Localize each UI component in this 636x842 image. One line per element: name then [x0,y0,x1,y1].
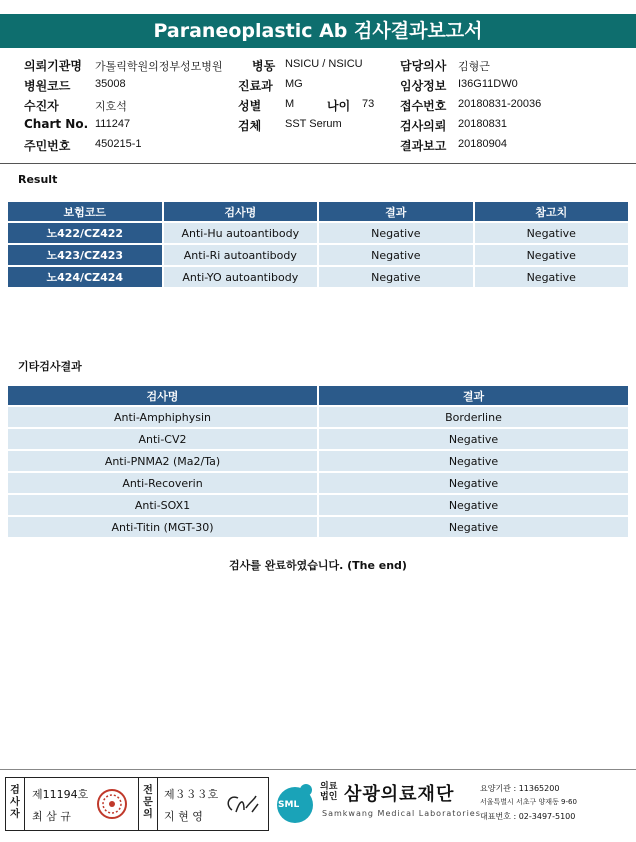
table-row [8,429,628,449]
end-note: 검사를 완료하였습니다. (The end) [229,559,407,572]
result-table [6,200,630,289]
org-name-kr: 삼광의료재단 [344,784,455,805]
age-value: 73 [362,98,375,110]
report-title: Paraneoplastic Ab 검사결과보고서 [0,14,636,48]
insurance-code-cell: 노422/CZ422 [8,223,162,243]
signature-icon [222,790,262,820]
header-test-name: 검사명 [8,386,317,405]
org-name-en: Samkwang Medical Laboratories [322,809,481,818]
test-name-cell: Anti-YO autoantibody [164,267,318,287]
department-label: 진료과 [238,79,273,93]
institution-value: 가톨릭학원의정부성모병원 [95,61,223,73]
requested-label: 검사의뢰 [400,119,447,133]
result-section-title: Result [18,173,58,186]
result-cell: Negative [319,267,472,287]
info-divider [0,163,636,164]
ward-label: 병동 [252,59,276,73]
test-name-cell: Anti-Recoverin [8,473,317,493]
test-name-cell: Anti-Titin (MGT-30) [8,517,317,537]
test-name-cell: Anti-Amphiphysin [8,407,317,427]
reported-value: 20180904 [458,138,507,150]
specialist-name: 지 현 영 [164,810,203,823]
footer-divider [0,769,636,770]
tester-license: 제11194호 [32,788,89,801]
reference-cell: Negative [475,245,628,265]
hospital-code-label: 병원코드 [24,79,71,93]
result-cell: Borderline [319,407,628,427]
header-reference: 참고치 [475,202,628,221]
chart-no-label: Chart No. [24,117,89,131]
insurance-code-cell: 노423/CZ423 [8,245,162,265]
specimen-label: 검체 [238,119,262,133]
test-name-cell: Anti-CV2 [8,429,317,449]
resident-no-value: 450215-1 [95,138,142,150]
clinical-info-value: I36G11DW0 [458,78,518,90]
doctor-value: 김형근 [458,61,490,73]
org-address: 서울특별시 서초구 양재동 9-60 [480,798,577,806]
org-phone: 대표번호 : 02-3497-5100 [480,812,576,821]
patient-info [0,54,636,166]
result-cell: Negative [319,495,628,515]
doctor-label: 담당의사 [400,59,447,73]
department-value: MG [285,78,303,90]
table-row [8,223,628,243]
test-name-cell: Anti-PNMA2 (Ma2/Ta) [8,451,317,471]
header-result: 결과 [319,202,472,221]
result-cell: Negative [319,429,628,449]
hospital-code-value: 35008 [95,78,126,90]
table-row [8,473,628,493]
tester-label: 검 사 자 [10,785,20,820]
specialist-label: 전 문 의 [143,785,153,820]
signature-box [5,777,269,831]
organization-block [272,778,632,830]
table-row [8,267,628,287]
specialist-license: 제３３３호 [164,788,219,801]
other-section-title: 기타검사결과 [18,360,82,373]
result-header-row [8,202,628,221]
signature-separator [157,778,158,830]
org-code: 요양기관 : 11365200 [480,784,560,793]
resident-no-label: 주민번호 [24,139,71,153]
result-cell: Negative [319,223,472,243]
table-row [8,495,628,515]
specimen-value: SST Serum [285,118,342,130]
clinical-info-label: 임상정보 [400,79,447,93]
sex-label: 성별 [238,99,262,113]
age-label: 나이 [327,99,351,113]
table-row [8,245,628,265]
org-type: 의료법인 [320,782,338,802]
header-insurance-code: 보험코드 [8,202,162,221]
header-test-name: 검사명 [164,202,318,221]
other-header-row [8,386,628,405]
result-cell: Negative [319,517,628,537]
signature-separator [138,778,139,830]
institution-label: 의뢰기관명 [24,59,82,73]
result-cell: Negative [319,451,628,471]
tester-seal-icon [96,788,128,820]
test-name-cell: Anti-SOX1 [8,495,317,515]
insurance-code-cell: 노424/CZ424 [8,267,162,287]
table-row [8,451,628,471]
table-row [8,517,628,537]
other-results-table [6,384,630,539]
reported-label: 결과보고 [400,139,447,153]
result-cell: Negative [319,245,472,265]
test-name-cell: Anti-Ri autoantibody [164,245,318,265]
sex-value: M [285,98,295,110]
chart-no-value: 111247 [95,118,131,130]
reference-cell: Negative [475,267,628,287]
tester-name: 최 삼 규 [32,810,71,823]
table-row [8,407,628,427]
ward-value: NSICU / NSICU [285,58,363,70]
examinee-value: 지호석 [95,101,127,113]
signature-separator [24,778,25,830]
test-name-cell: Anti-Hu autoantibody [164,223,318,243]
receipt-no-value: 20180831-20036 [458,98,542,110]
sml-logo-text: SML [278,800,300,810]
reference-cell: Negative [475,223,628,243]
receipt-no-label: 접수번호 [400,99,447,113]
requested-value: 20180831 [458,118,507,130]
examinee-label: 수진자 [24,99,59,113]
header-result: 결과 [319,386,628,405]
result-cell: Negative [319,473,628,493]
